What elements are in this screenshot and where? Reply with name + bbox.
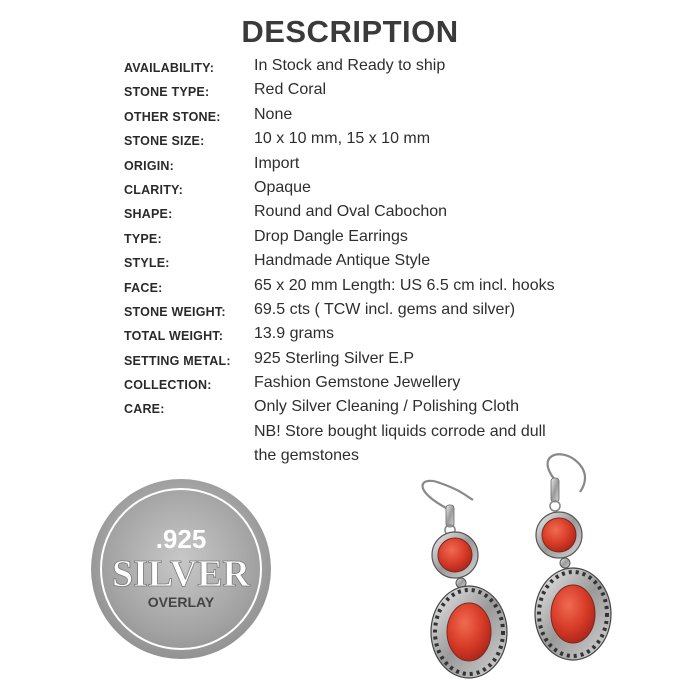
right-round-coral: [542, 518, 576, 552]
spec-label: STONE WEIGHT:: [124, 304, 226, 319]
spec-label: ORIGIN:: [124, 158, 175, 173]
spec-row-origin: [124, 154, 684, 178]
spec-row-care-extra-1: [124, 422, 684, 446]
spec-value: Opaque: [254, 178, 311, 196]
spec-row-stone-type: [124, 80, 684, 104]
spec-value: Fashion Gemstone Jewellery: [254, 374, 461, 392]
spec-row-setting-metal: [124, 349, 684, 373]
spec-value: In Stock and Ready to ship: [254, 57, 446, 74]
spec-label: STONE TYPE:: [124, 85, 210, 100]
right-earring: [535, 454, 611, 660]
silver-overlay-badge: [90, 478, 272, 660]
spec-label: FACE:: [124, 280, 163, 295]
spec-label: COLLECTION:: [124, 378, 212, 393]
spec-label: STYLE:: [124, 256, 170, 271]
left-earring: [423, 481, 508, 678]
left-oval-coral: [447, 603, 491, 661]
left-round-coral: [438, 538, 472, 572]
spec-label: SETTING METAL:: [124, 353, 231, 368]
spec-value: Round and Oval Cabochon: [254, 203, 448, 221]
spec-value: Drop Dangle Earrings: [254, 227, 408, 245]
spec-value: the gemstones: [254, 447, 359, 465]
badge-metal: SILVER: [111, 553, 251, 595]
spec-value: 69.5 cts ( TCW incl. gems and silver): [254, 300, 516, 318]
spec-row-face: [124, 276, 684, 300]
spec-table: [124, 56, 684, 471]
spec-value: 10 x 10 mm, 15 x 10 mm: [254, 130, 431, 148]
spec-value: 925 Sterling Silver E.P: [254, 349, 415, 367]
spec-label: SHAPE:: [124, 207, 173, 222]
spec-label: AVAILABILITY:: [124, 61, 215, 75]
spec-value: Only Silver Cleaning / Polishing Cloth: [254, 398, 520, 416]
spec-row-shape: [124, 202, 684, 226]
spec-row-type: [124, 227, 684, 251]
right-oval-coral: [551, 585, 595, 643]
spec-value: Import: [254, 154, 300, 172]
spec-label: TOTAL WEIGHT:: [124, 329, 224, 344]
spec-label: CARE:: [124, 402, 165, 417]
spec-label: TYPE:: [124, 231, 162, 246]
spec-value: Handmade Antique Style: [254, 252, 431, 270]
spec-row-stone-size: [124, 129, 684, 153]
spec-row-style: [124, 251, 684, 275]
badge-type: OVERLAY: [147, 594, 215, 610]
spec-value: None: [254, 105, 293, 123]
spec-row-availability: [124, 56, 684, 80]
spec-label: OTHER STONE:: [124, 109, 221, 124]
spec-row-other-stone: [124, 105, 684, 129]
spec-label: CLARITY:: [124, 182, 183, 197]
badge-purity: .925: [155, 524, 207, 554]
earrings-image: [405, 450, 625, 695]
spec-row-total-weight: [124, 324, 684, 348]
spec-row-collection: [124, 373, 684, 397]
spec-value: Red Coral: [254, 81, 327, 99]
spec-value: NB! Store bought liquids corrode and dull: [254, 422, 546, 440]
spec-label: STONE SIZE:: [124, 134, 205, 149]
spec-row-clarity: [124, 178, 684, 202]
spec-value: 65 x 20 mm Length: US 6.5 cm incl. hooks: [254, 276, 555, 294]
spec-row-stone-weight: [124, 300, 684, 324]
page-title: DESCRIPTION: [241, 14, 459, 49]
spec-value: 13.9 grams: [254, 325, 335, 343]
spec-row-care: [124, 397, 684, 421]
